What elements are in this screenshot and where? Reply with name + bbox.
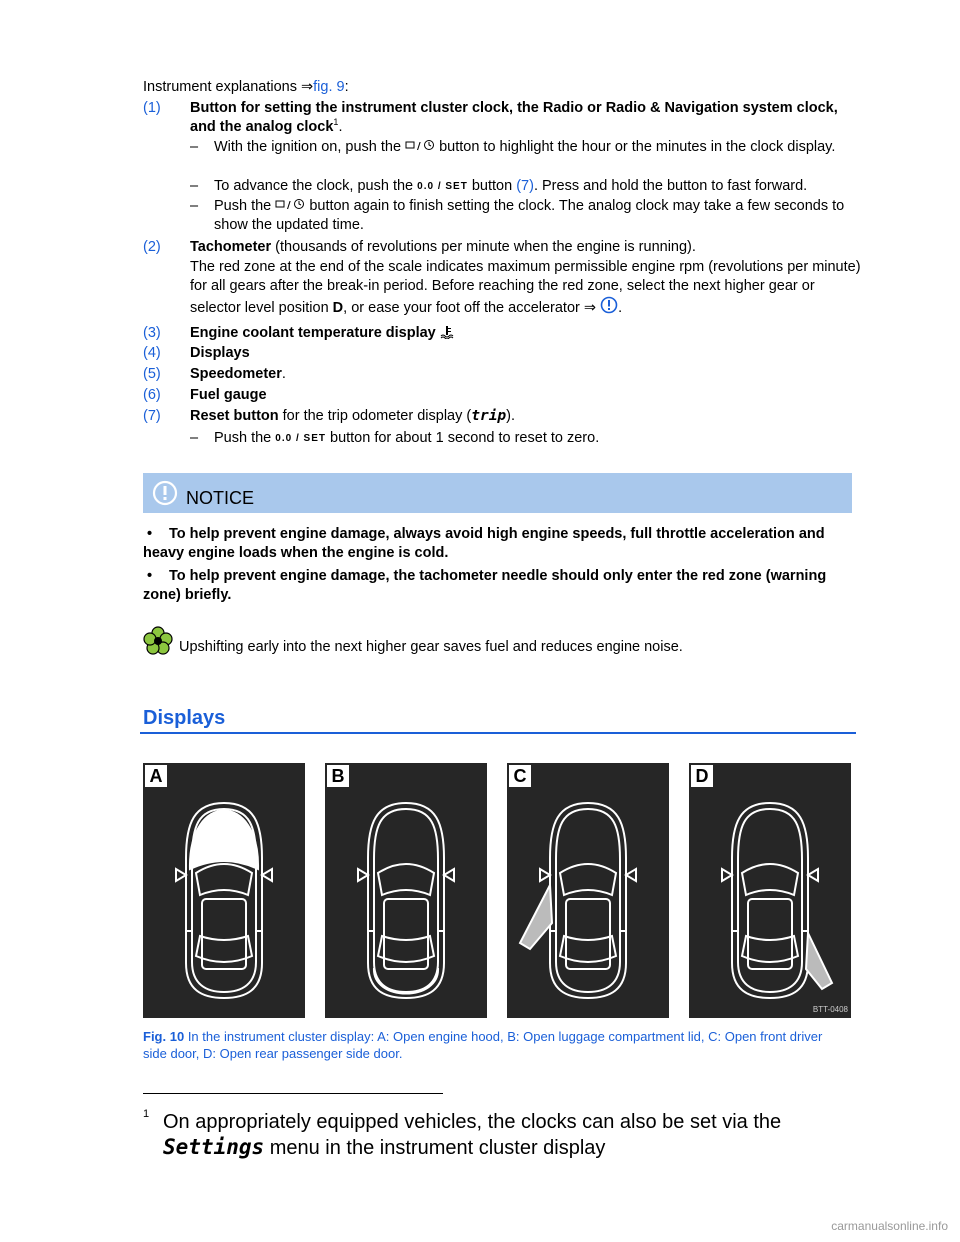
coolant-temperature-icon bbox=[440, 325, 454, 341]
footnote-rule bbox=[143, 1093, 443, 1094]
car-outline-c bbox=[507, 763, 669, 1018]
clock-button-icon bbox=[275, 198, 305, 214]
clock-button-icon bbox=[405, 139, 435, 155]
step-7-1: – Push the 0.0 / SET button for about 1 second to reset to zero. bbox=[190, 430, 600, 446]
reset-set-button-icon: 0.0 / SET bbox=[275, 433, 326, 444]
panel-d: D BTT-0408 bbox=[689, 763, 851, 1018]
fig-9-link[interactable]: fig. 9 bbox=[313, 79, 345, 95]
environment-flower-icon bbox=[143, 626, 173, 662]
car-outline-b bbox=[325, 763, 487, 1018]
watermark: carmanualsonline.info bbox=[831, 1219, 948, 1233]
item-7: (7) Reset button for the trip odometer display (trip). bbox=[143, 408, 516, 424]
item-1: (1) Button for setting the instrument cluster clock, the Radio or Radio & Navigation system clock, and the analog clock$^1$. bbox=[143, 100, 838, 135]
notice-bullet-2: • To help prevent engine damage, the tachometer needle should only enter the red zone (warning zone) briefly. bbox=[143, 568, 827, 603]
reset-set-button-icon: 0.0 / SET bbox=[417, 181, 468, 192]
section-divider bbox=[140, 732, 856, 734]
notice-title: NOTICE bbox=[186, 488, 255, 508]
warning-icon bbox=[600, 300, 618, 316]
car-outline-a bbox=[143, 763, 305, 1018]
svg-text:/: / bbox=[417, 141, 421, 151]
item-4: (4) Displays bbox=[143, 345, 250, 361]
notice-warning-icon bbox=[152, 480, 178, 512]
figure-10 bbox=[143, 763, 852, 1018]
ref-7-link[interactable]: (7) bbox=[516, 178, 534, 194]
footnote: 1 On appropriately equipped vehicles, the clocks can also be set via the Settings menu in the instrument cluster display bbox=[143, 1108, 782, 1159]
step-1-2: – To advance the clock, push the 0.0 / SET button (7). Press and hold the button to fast forward. bbox=[190, 178, 808, 194]
step-1-1: – With the ignition on, push the / button to highlight the hour or the minutes in the clock display. bbox=[190, 139, 836, 155]
tachometer-description: The red zone at the end of the scale indicates maximum permissible engine rpm (revolutions per minute) for all gears after the break-in period. Before reaching the red zone, select the next higher gear or selector level position D, or ease your foot off the accelerator ⇒ . bbox=[190, 259, 861, 316]
notice-header bbox=[143, 473, 852, 513]
car-outline-d bbox=[689, 763, 851, 1018]
notice-bullet-1: • To help prevent engine damage, always avoid high engine speeds, full throttle acceleration and heavy engine loads when the engine is cold. bbox=[143, 526, 825, 561]
figure-caption: Fig. 10 In the instrument cluster display: A: Open engine hood, B: Open luggage compartment lid, C: Open front driver side door, D: Open rear passenger side door. bbox=[143, 1029, 823, 1061]
item-6: (6) Fuel gauge bbox=[143, 387, 267, 403]
section-title: Displays bbox=[143, 707, 226, 729]
panel-c: C bbox=[507, 763, 669, 1018]
item-5: (5) Speedometer. bbox=[143, 366, 286, 382]
step-1-3: – Push the / button again to finish setting the clock. The analog clock may take a few seconds to show the updated time. bbox=[190, 198, 845, 233]
svg-text:/: / bbox=[287, 200, 291, 210]
panel-a: A bbox=[143, 763, 305, 1018]
figure-code: BTT-0408 bbox=[812, 1005, 848, 1014]
panel-b: B bbox=[325, 763, 487, 1018]
intro-line: Instrument explanations ⇒fig. 9: bbox=[143, 79, 349, 95]
item-2: (2) Tachometer (thousands of revolutions per minute when the engine is running). bbox=[143, 239, 696, 255]
item-3: (3) Engine coolant temperature display bbox=[143, 324, 863, 343]
